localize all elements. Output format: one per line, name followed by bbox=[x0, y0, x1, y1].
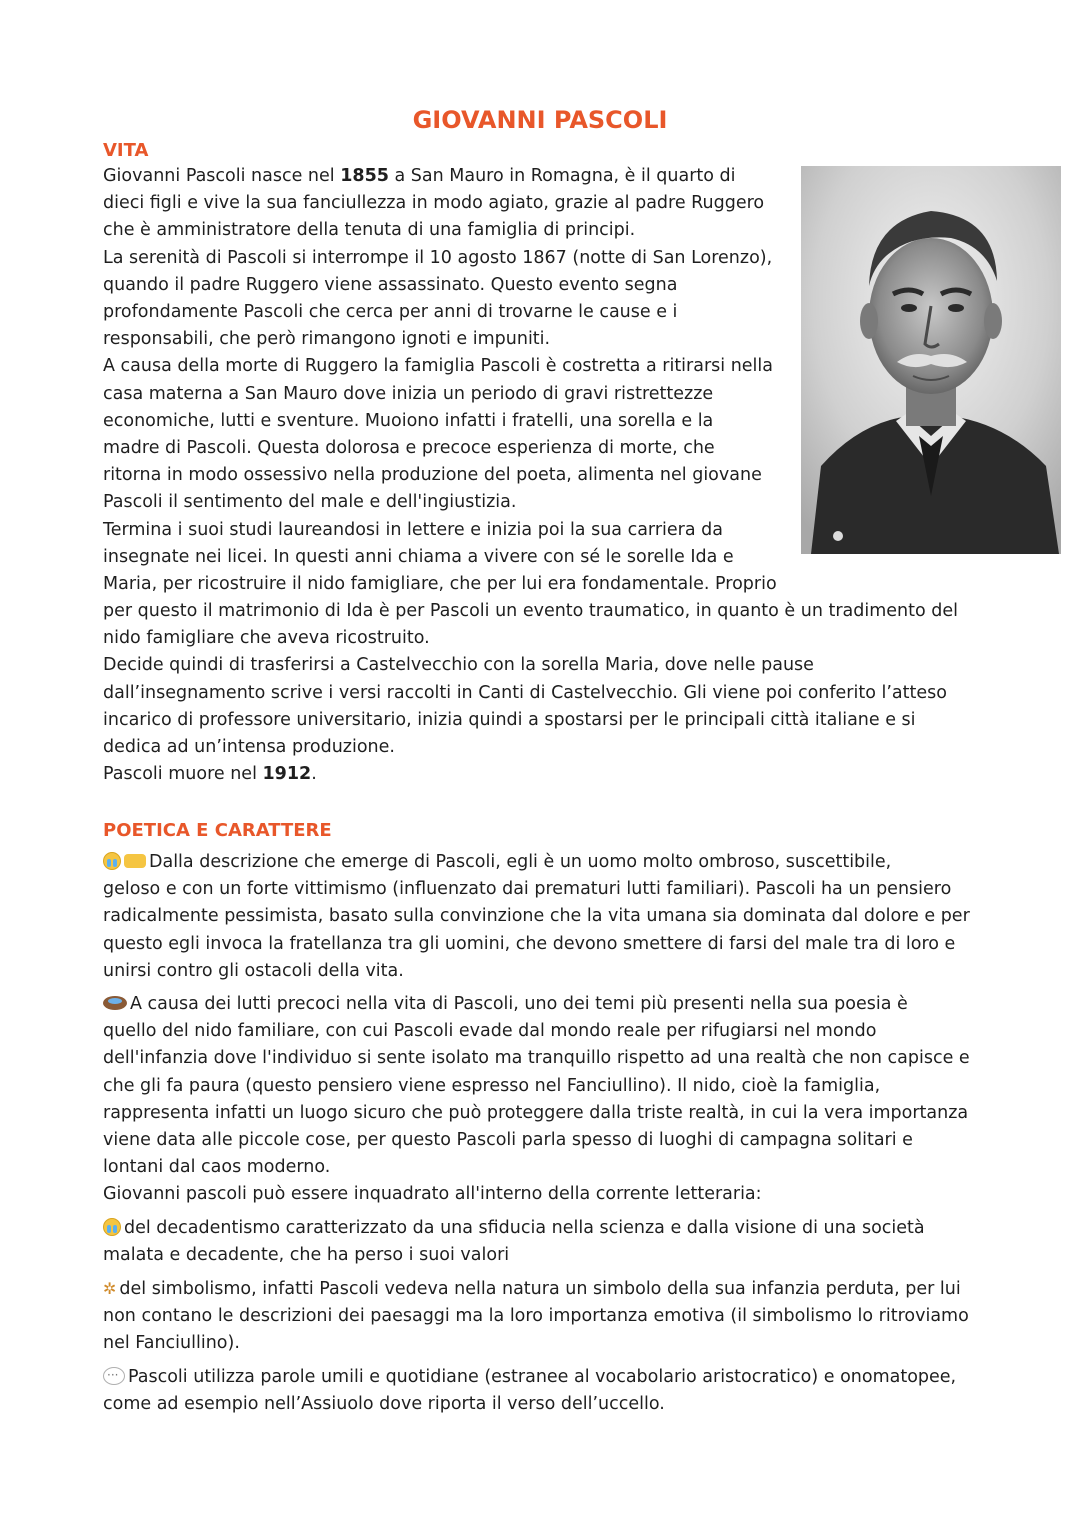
text-line: unirsi contro gli ostacoli della vita. bbox=[103, 960, 404, 981]
birth-year: 1855 bbox=[340, 166, 389, 186]
text-line: viene data alle piccole cose, per questo Pascoli parla spesso di luoghi di campagna solitari e bbox=[103, 1130, 913, 1151]
text-line: Pascoli il sentimento del male e dell'ingiustizia. bbox=[103, 492, 517, 513]
text-line: nido famigliare che aveva ricostruito. bbox=[103, 628, 430, 649]
section-heading-poetica: POETICA E CARATTERE bbox=[103, 820, 332, 841]
nest-icon bbox=[103, 996, 127, 1010]
text-line: che gli fa paura (questo pensiero viene espresso nel Fanciullino). Il nido, cioè la famiglia, bbox=[103, 1075, 881, 1096]
text-line: geloso e con un forte vittimismo (influenzato dai prematuri lutti familiari). Pascoli ha un pensiero bbox=[103, 879, 952, 900]
text-line: malata e decadente, che ha perso i suoi valori bbox=[103, 1244, 510, 1265]
text-line: rappresenta infatti un luogo sicuro che può proteggere dalla triste realtà, in cui la vera importanza bbox=[103, 1102, 969, 1123]
text-line: madre di Pascoli. Questa dolorosa e precoce esperienza di morte, che bbox=[103, 438, 715, 459]
vita-text-wide bbox=[103, 598, 993, 788]
text-line: insegnate nei licei. In questi anni chiama a vivere con sé le sorelle Ida e bbox=[103, 546, 734, 567]
death-year: 1912 bbox=[262, 764, 312, 785]
section-heading-vita: VITA bbox=[103, 140, 149, 161]
text-line: dell'infanzia dove l'individuo si sente isolato ma tranquillo rispetto ad una realtà che non capisce e bbox=[103, 1048, 970, 1069]
text-line: incarico di professore universitario, inizia quindi a spostarsi per le principali città italiane e si bbox=[103, 709, 916, 730]
text-line: radicalmente pessimista, basato sulla convinzione che la vita umana sia dominata dal dolore e per bbox=[103, 906, 970, 927]
text-line: dall’insegnamento scrive i versi raccolti in Canti di Castelvecchio. Gli viene poi conferito l’atteso bbox=[103, 682, 947, 703]
text-line: Maria, per ricostruire il nido famigliare, che per lui era fondamentale. Proprio bbox=[103, 574, 777, 595]
text-line: Pascoli muore nel 1912. bbox=[103, 764, 317, 785]
text-line: A causa della morte di Ruggero la famiglia Pascoli è costretta a ritirarsi nella bbox=[103, 356, 773, 377]
speech-bubble-icon bbox=[103, 1367, 125, 1385]
text-line: Dalla descrizione che emerge di Pascoli, egli è un uomo molto ombroso, suscettibile, bbox=[103, 849, 993, 876]
text-line: profondamente Pascoli che cerca per anni di trovarne le cause e i bbox=[103, 302, 678, 323]
text-line: questo egli invoca la fratellanza tra gli uomini, che devono smettere di farsi del male tra di loro e bbox=[103, 933, 956, 954]
text-line: ritorna in modo ossessivo nella produzione del poeta, alimenta nel giovane bbox=[103, 465, 762, 486]
text-line: La serenità di Pascoli si interrompe il 10 agosto 1867 (notte di San Lorenzo), bbox=[103, 247, 773, 268]
text-line: A causa dei lutti precoci nella vita di Pascoli, uno dei temi più presenti nella sua poesia è bbox=[103, 991, 993, 1018]
text-line: come ad esempio nell’Assiuolo dove riporta il verso dell’uccello. bbox=[103, 1393, 665, 1414]
page-title: GIOVANNI PASCOLI bbox=[412, 106, 668, 134]
text-line: ✲ del simbolismo, infatti Pascoli vedeva nella natura un simbolo della sua infanzia perduta, per lui bbox=[103, 1275, 993, 1303]
text-line: dedica ad un’intensa produzione. bbox=[103, 737, 395, 758]
handshake-icon bbox=[124, 854, 146, 868]
vita-text-narrow bbox=[103, 163, 803, 598]
text-line: Giovanni Pascoli nasce nel 1855 a San Mauro in Romagna, è il quarto di bbox=[103, 166, 736, 186]
text-line: lontani dal caos moderno. bbox=[103, 1157, 331, 1178]
portrait-photo bbox=[801, 166, 1061, 554]
text-line: non contano le descrizioni dei paesaggi ma la loro importanza emotiva (il simbolismo lo ritroviamo bbox=[103, 1306, 969, 1327]
text-line: per questo il matrimonio di Ida è per Pascoli un evento traumatico, in quanto è un tradimento del bbox=[103, 601, 959, 621]
text-line: quello del nido familiare, con cui Pascoli evade dal mondo reale per rifugiarsi nel mondo bbox=[103, 1021, 877, 1042]
sparkles-icon: ✲ bbox=[103, 1279, 117, 1299]
text-line: nel Fanciullino). bbox=[103, 1333, 240, 1354]
text-line: quando il padre Ruggero viene assassinato. Questo evento segna bbox=[103, 274, 678, 295]
text-line: che è amministratore della tenuta di una famiglia di principi. bbox=[103, 220, 636, 241]
text-line: Decide quindi di trasferirsi a Castelvecchio con la sorella Maria, dove nelle pause bbox=[103, 655, 814, 676]
text-line: economiche, lutti e sventure. Muoiono infatti i fratelli, una sorella e la bbox=[103, 410, 714, 431]
text-line: Giovanni pascoli può essere inquadrato all'interno della corrente letteraria: bbox=[103, 1184, 762, 1205]
text-line: ···Pascoli utilizza parole umili e quotidiane (estranee al vocabolario aristocratico) e onomatopee, bbox=[103, 1364, 993, 1391]
poetica-text bbox=[103, 849, 993, 1418]
text-line: responsabili, che però rimangono ignoti e impuniti. bbox=[103, 329, 551, 350]
text-line: del decadentismo caratterizzato da una sfiducia nella scienza e dalla visione di una società bbox=[103, 1215, 993, 1242]
crying-face-icon bbox=[103, 1218, 121, 1236]
crying-face-icon bbox=[103, 852, 121, 870]
text-line: casa materna a San Mauro dove inizia un periodo di gravi ristrettezze bbox=[103, 383, 714, 404]
text-line: dieci figli e vive la sua fanciullezza in modo agiato, grazie al padre Ruggero bbox=[103, 193, 765, 214]
text-line: Termina i suoi studi laureandosi in lettere e inizia poi la sua carriera da bbox=[103, 519, 723, 540]
